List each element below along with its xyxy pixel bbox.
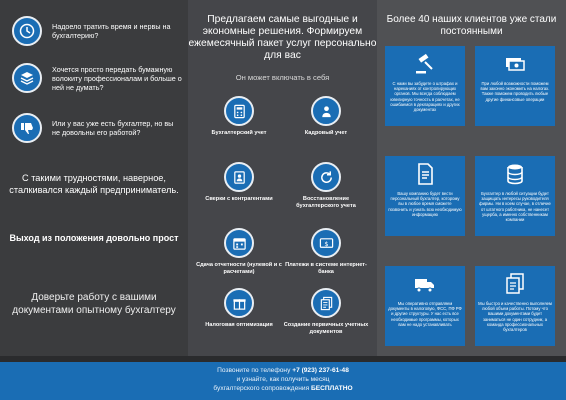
calculator-icon (224, 96, 254, 126)
problem-text: С такими трудностями, наверное, сталкивался каждый предприниматель. (9, 173, 179, 195)
delivery-truck-icon (388, 270, 462, 298)
benefits-headline: Более 40 наших клиентов уже стали постоянными (386, 14, 557, 37)
calendar-icon (224, 228, 254, 258)
documents-icon (311, 288, 341, 318)
question-3 (12, 113, 182, 143)
service-label: Восстановление бухгалтерского учета (296, 196, 356, 209)
service-label: Сверки с контрагентами (205, 196, 273, 202)
footer-banner (0, 362, 566, 400)
benefit-text: При любой возможности поможем вам законно экономить на налогах. Также поможем проводить любые другие финансовые операции (480, 81, 550, 102)
benefit-tile (385, 266, 465, 346)
svg-text:$: $ (323, 239, 329, 248)
document-icon (388, 160, 462, 188)
question-text: Надоело тратить время и нервы на бухгалтерию? (52, 22, 171, 40)
benefit-tile (385, 156, 465, 236)
solution-title: Выход из положения довольно прост (9, 233, 179, 243)
service-item (196, 228, 282, 276)
benefits-panel (377, 0, 566, 362)
left-panel (0, 0, 188, 362)
thumbs-down-icon (12, 113, 42, 143)
benefit-text: Мы оперативно отправляем документы в налоговую, ФСС, ПФ РФ и другие структуры. У нас есть все необходимые программы, которых вам не надо устанавливать (388, 301, 462, 327)
footer-text (0, 362, 566, 393)
benefit-tile (475, 266, 555, 346)
services-headline: Предлагаем самые выгодные и экономные решения. Формируем ежемесячный пакет услуг персонально для вас (188, 14, 377, 61)
services-subtitle: Он может включать в себя (235, 73, 330, 82)
service-label: Сдача отчетности (нулевой и с расчетами) (196, 262, 282, 275)
benefit-text: Бухгалтер в любой ситуации будет защищать интересы руководителя фирмы. Ни в коем случае, в отличие от штатного работника, не нанесет ущерба, а именно собственникам компании (479, 191, 551, 223)
service-item (196, 288, 282, 329)
files-icon (478, 270, 552, 298)
service-item (196, 162, 282, 203)
footer-line2: и узнайте, как получить месяц (236, 376, 330, 383)
service-label: Кадровый учет (304, 130, 348, 136)
clock-icon (12, 16, 42, 46)
service-item (283, 228, 369, 276)
people-icon (311, 96, 341, 126)
benefit-tile (475, 156, 555, 236)
restore-icon (311, 162, 341, 192)
benefit-text: Мы быстро и качественно выполняем любой объем работы. Потому что вашими документами будет заниматься не один сотрудник, а команда профессиональных бухгалтеров (478, 301, 552, 333)
service-item (283, 96, 369, 137)
service-item (196, 96, 282, 137)
free-label: БЕСПЛАТНО (310, 385, 353, 392)
benefit-tile (475, 46, 555, 126)
service-label: Платежи в системе интернет-банка (285, 262, 367, 275)
benefit-text: С нами вы забудете о штрафах и нареканиях от контролирующих органов. Мы всегда соблюдаем ювелирную точность в расчетах, не ошибаемся в декларациях и других документах (390, 81, 460, 113)
footer-line3: бухгалтерского сопровождения (213, 385, 310, 392)
question-text: Хочется просто передать бумажную волокиту профессионалам и больше о ней не думать? (52, 64, 182, 92)
service-item (283, 162, 369, 210)
phone-number[interactable]: +7 (923) 237-61-48 (292, 367, 349, 374)
contacts-icon (224, 162, 254, 192)
benefit-tile (385, 46, 465, 126)
layers-icon (12, 63, 42, 93)
footer-line1: Позвоните по телефону (217, 367, 291, 374)
service-label: Налоговая оптимизация (205, 322, 273, 328)
tax-icon (224, 288, 254, 318)
bank-payment-icon (311, 228, 341, 258)
database-icon (478, 160, 552, 188)
services-panel (188, 0, 377, 362)
money-icon (478, 50, 552, 78)
cta-text: Доверьте работу с вашими документами опытному бухгалтеру (12, 292, 176, 316)
question-text: Или у вас уже есть бухгалтер, но вы не довольны его работой? (52, 119, 174, 137)
service-label: Создание первичных учетных документов (283, 322, 369, 335)
service-item (283, 288, 369, 336)
gavel-icon (388, 50, 462, 78)
question-2 (12, 63, 182, 93)
benefit-text: Вашу компанию будет вести персональный бухгалтер, которому вы в любое время сможете позвонить и узнать всю необходимую информацию (388, 191, 462, 217)
service-label: Бухгалтерский учет (211, 130, 267, 136)
question-1 (12, 16, 182, 46)
